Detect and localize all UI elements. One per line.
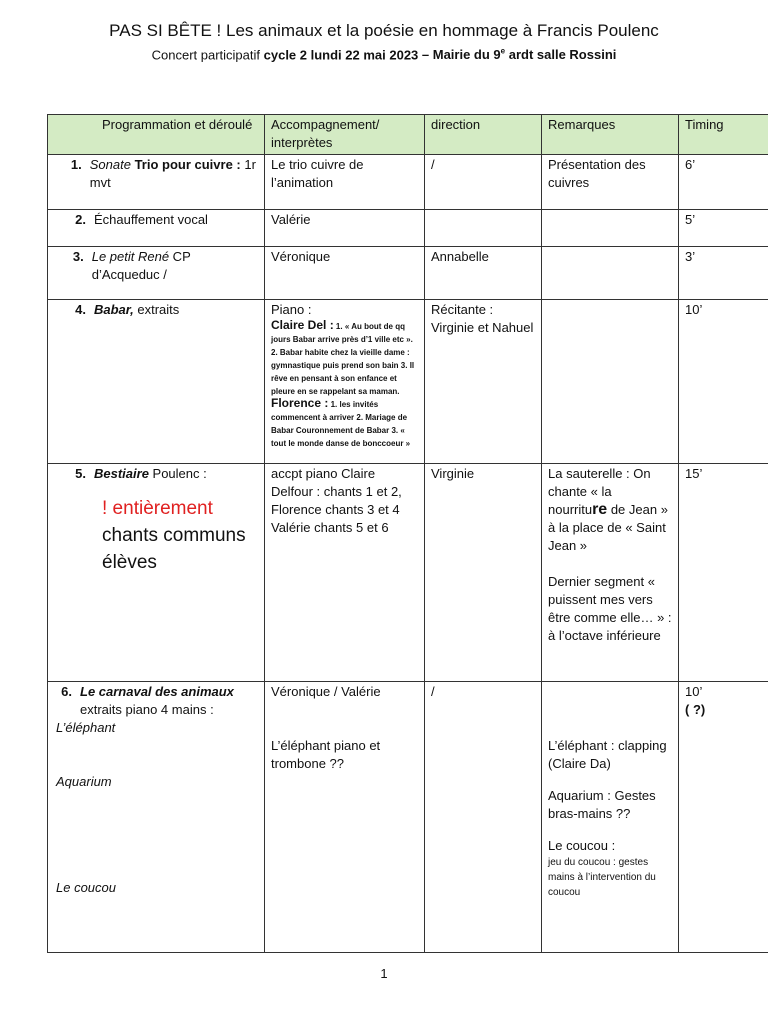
direction-cell: / (425, 682, 542, 953)
timing-cell: 10’ (679, 300, 768, 464)
timing-cell: 15’ (679, 464, 768, 682)
prog-cell: 4. Babar, extraits (48, 300, 265, 464)
direction-cell: Récitante : Virginie et Nahuel (425, 300, 542, 464)
accomp-cell: accpt piano Claire Delfour : chants 1 et 2, Florence chants 3 et 4 Valérie chants 5 et 6 (265, 464, 425, 682)
table-row (48, 155, 768, 210)
remarks-cell: L’éléphant : clapping (Claire Da) Aquarium : Gestes bras-mains ?? Le coucou : jeu du coucou : gestes mains à l’intervention du coucou (542, 682, 679, 953)
table-row (48, 464, 768, 682)
remarks-cell: La sauterelle : On chante « la nourriture de Jean » à la place de « Saint Jean » Dernier segment « puissent mes vers être comme elle… » : à l’octave inférieure (542, 464, 679, 682)
table-row (48, 210, 768, 247)
sub-item-aquarium: Aquarium (56, 774, 112, 789)
prog-cell: 3. Le petit René CP d’Acqueduc / (48, 247, 265, 300)
timing-cell: 3’ (679, 247, 768, 300)
document-title: PAS SI BÊTE ! Les animaux et la poésie en hommage à Francis Poulenc (109, 21, 659, 40)
program-table (47, 114, 768, 953)
prog-cell: 6. Le carnaval des animaux extraits piano 4 mains : L’éléphant Aquarium Le coucou (48, 682, 265, 953)
direction-cell: Virginie (425, 464, 542, 682)
accomp-cell: Le trio cuivre de l’animation (265, 155, 425, 210)
header-accompagnement: Accompagnement/ interprètes (265, 115, 425, 155)
direction-cell (425, 210, 542, 247)
timing-cell: 6’ (679, 155, 768, 210)
header-programmation: Programmation et déroulé (48, 115, 265, 155)
direction-cell: / (425, 155, 542, 210)
timing-cell: 10’ ( ?) (679, 682, 768, 953)
table-row (48, 247, 768, 300)
sub-item-elephant: L’éléphant (56, 720, 116, 735)
accomp-cell: Piano : Claire Del : 1. « Au bout de qq jours Babar arrive près d’1 ville etc ». 2. Babar habite chez la vieille dame : gymnastique puis prend son bain 3. Il rêve en pensant à son enfance et pleure en se rappelant sa maman. Florence : 1. les invités commencent à arriver 2. Mariage de Babar Couronnement de Babar 3. « tout le monde danse de bonccoeur » (265, 300, 425, 464)
table-row (48, 682, 768, 953)
table-row (48, 300, 768, 464)
table-header-row (48, 115, 768, 155)
accomp-cell: Véronique (265, 247, 425, 300)
prog-cell: 5. Bestiaire Poulenc : ! entièrement chants communs élèves (48, 464, 265, 682)
warning-text: ! entièrement (102, 498, 213, 519)
header-direction: direction (425, 115, 542, 155)
remarks-cell (542, 300, 679, 464)
document-subtitle: Concert participatif cycle 2 lundi 22 mai 2023 – Mairie du 9e ardt salle Rossini (151, 47, 617, 63)
accomp-cell: Véronique / Valérie L’éléphant piano et trombone ?? (265, 682, 425, 953)
timing-cell: 5’ (679, 210, 768, 247)
direction-cell: Annabelle (425, 247, 542, 300)
prog-cell: 1. Sonate Trio pour cuivre : 1r mvt (48, 155, 265, 210)
prog-cell: 2. Échauffement vocal (48, 210, 265, 247)
remarks-cell (542, 210, 679, 247)
sub-item-coucou: Le coucou (56, 880, 116, 895)
chants-text: chants communs élèves (102, 525, 246, 573)
remarks-cell: Présentation des cuivres (542, 155, 679, 210)
header-remarques: Remarques (542, 115, 679, 155)
accomp-cell: Valérie (265, 210, 425, 247)
header-timing: Timing (679, 115, 768, 155)
remarks-cell (542, 247, 679, 300)
page-number: 1 (380, 966, 388, 981)
